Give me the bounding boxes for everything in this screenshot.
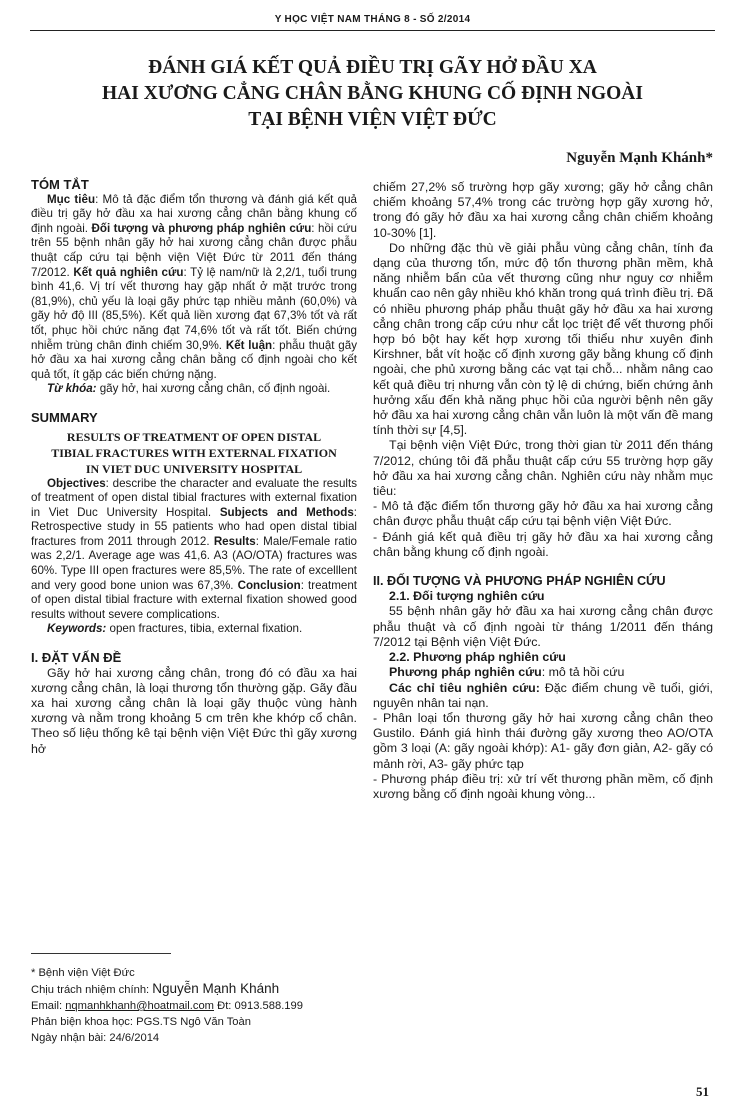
keywords-en-text: open fractures, tibia, external fixation. xyxy=(106,622,303,636)
subsection-2-1-title: 2.1. Đối tượng nghiên cứu xyxy=(389,589,545,604)
intro-paragraph-1: Gãy hở hai xương cẳng chân, trong đó có đầu xa hai xương cẳng chân, là loại thương tổn thường gặp. Gãy đầu xa hai xương cẳng chân là loại gãy thuộc vùng hành xương và nằm trong khoảng 5 cm trên khe khớp cổ chân. Theo số liệu thống kê tại bệnh viện Việt Đức thì gãy xương hở xyxy=(31,665,357,756)
keywords-en xyxy=(31,622,357,637)
summary-heading: SUMMARY xyxy=(31,409,98,425)
aim-1: - Mô tả đặc điểm tổn thương gãy hở đầu xa hai xương cẳng chân được phẫu thuật cấp cứu tại bệnh viện Việt Đức. xyxy=(373,499,713,529)
email-link[interactable]: nqmanhkhanh@hoatmail.com xyxy=(65,1000,215,1012)
english-title xyxy=(31,429,357,477)
header-rule xyxy=(30,30,715,31)
results-en-label: Results xyxy=(213,534,256,548)
right-column xyxy=(373,180,713,802)
author: Nguyễn Mạnh Khánh* xyxy=(566,150,713,166)
conclusion-label: Kết luận xyxy=(225,338,273,352)
responsible-label: Chịu trách nhiệm chính: xyxy=(31,984,153,996)
left-column xyxy=(31,178,357,757)
reviewer: Phản biện khoa học: PGS.TS Ngô Văn Toàn xyxy=(31,1016,251,1028)
subsection-2-2 xyxy=(373,650,713,665)
objective-label: Mục tiêu xyxy=(47,192,96,206)
methods-label: Đối tượng và phương pháp nghiên cứu xyxy=(91,221,312,235)
abstract-vi-text xyxy=(31,193,357,383)
subsection-2-2-title: 2.2. Phương pháp nghiên cứu xyxy=(389,650,566,665)
objectives-label: Objectives xyxy=(47,476,106,490)
abstract-vi-heading: TÓM TẮT xyxy=(31,177,89,192)
subjects-methods-label: Subjects and Methods xyxy=(219,505,354,519)
conclusion-en-label: Conclusion xyxy=(237,578,301,592)
criteria-text: Đặc điểm chung về tuổi, giới, nguyên nhân tai nạn. xyxy=(373,680,713,710)
conclusion-text: : phẫu thuật gãy hở đầu xa hai xương cẳng chân bằng cố định ngoài cho kết quả tốt, ít gặp các biến chứng nặng. xyxy=(31,338,357,381)
article-title xyxy=(60,55,685,133)
english-title-line-2: TIBIAL FRACTURES WITH EXTERNAL FIXATION xyxy=(51,445,337,460)
intro-paragraph-3: Tại bệnh viện Việt Đức, trong thời gian từ 2011 đến tháng 7/2012, chúng tôi đã phẫu thuật cấp cứu 55 trường hợp gãy hở đầu xa hai xương cẳng chân. Nghiên cứu này nhằm mục tiêu: xyxy=(373,438,713,499)
subsection-2-1 xyxy=(373,589,713,604)
subjects-text: 55 bệnh nhân gãy hở đầu xa hai xương cẳng chân được phẫu thuật và cố định ngoài từ tháng 1/2011 đến tháng 7/2012 tại Bệnh viện Việt Đức. xyxy=(373,604,713,649)
received-date: Ngày nhận bài: 24/6/2014 xyxy=(31,1032,160,1044)
methods-heading: II. ĐỐI TƯỢNG VÀ PHƯƠNG PHÁP NGHIÊN CỨU xyxy=(373,574,666,589)
phone: Đt: 0913.588.199 xyxy=(214,1000,303,1012)
treatment-text: - Phương pháp điều trị: xử trí vết thương phần mềm, cố định xương bằng cố định ngoài khung vòng... xyxy=(373,771,713,801)
design-text: : mô tả hồi cứu xyxy=(541,665,625,680)
footnote-rule xyxy=(31,953,171,954)
subjects-methods-text: : Retrospective study in 55 patients who had open distal tibial fractures from 2011 through 2012. xyxy=(31,505,357,548)
keywords-en-label: Keywords: xyxy=(47,622,107,636)
results-en-text: : Male/Female ratio was 2,2/1. Average age was 41,6. A3 (AO/OTA) fractures was 60%. Type III open fractures were 85,5%. The rate of excelllent and very good bone union was 67,3%. xyxy=(31,534,357,592)
keywords-vi xyxy=(31,382,357,397)
classification-text: - Phân loại tổn thương gãy hở hai xương cẳng chân theo Gustilo. Đánh giá hình thái đường gãy xương theo AO/OTA gồm 3 loại (A: gãy ngoài khớp): A1- gãy đơn giản, A2- gãy có mảnh rời, A3- gãy phức tạp xyxy=(373,710,713,771)
design-label: Phương pháp nghiên cứu xyxy=(389,665,542,680)
title-line-3: TẠI BỆNH VIỆN VIỆT ĐỨC xyxy=(248,109,497,130)
page-number: 51 xyxy=(696,1084,709,1099)
contact-line xyxy=(31,998,361,1014)
english-title-line-3: IN VIET DUC UNIVERSITY HOSPITAL xyxy=(85,461,303,476)
intro-paragraph-1-continued: chiếm 27,2% số trường hợp gãy xương; gãy hở cẳng chân chiếm khoảng 57,4% trong các trường hợp gãy xương hở, trong đó gãy hở đầu xa hai xương cẳng chân chiếm khoảng 10-30% [1]. xyxy=(373,180,713,240)
criteria-line xyxy=(373,681,713,711)
journal-header: Y HỌC VIỆT NAM THÁNG 8 - SỐ 2/2014 xyxy=(274,14,471,25)
conclusion-en-text: : treatment of open distal tibial fracture with external fixation showed good results without severe complications. xyxy=(31,578,357,621)
results-text: : Tỷ lệ nam/nữ là 2,2/1, tuổi trung bình 41,6. Vị trí vết thương hay gặp nhất ở mặt trước trong (81,9%), chủ yếu là loại gãy phức tạp nhiều mảnh (60,0%) và gãy hở độ III (85,5%). Kết quả liền xương đạt 67,3% tốt và rất tốt, phục hồi chức năng đạt 74,6% tốt và rất tốt. Biến chứng nhiễm trùng chân đinh chiếm 30,9%. xyxy=(31,265,357,352)
methods-text: : hồi cứu trên 55 bệnh nhân gãy hở hai xương cẳng chân được phẫu thuật cấp cứu tại bệnh viện Việt Đức từ 2011 đến tháng 7/2012. xyxy=(31,221,357,279)
title-line-2: HAI XƯƠNG CẲNG CHÂN BẰNG KHUNG CỐ ĐỊNH NGOÀI xyxy=(102,83,643,104)
footnotes xyxy=(31,965,361,1046)
keywords-vi-text: gãy hở, hai xương cẳng chân, cố định ngoài. xyxy=(96,382,331,396)
criteria-label: Các chỉ tiêu nghiên cứu: xyxy=(389,680,540,695)
objective-text: : Mô tả đặc điểm tổn thương và đánh giá kết quả điều trị gãy hở đầu xa hai xương cẳng chân bằng khung cố định ngoài. xyxy=(31,192,357,235)
title-line-1: ĐÁNH GIÁ KẾT QUẢ ĐIỀU TRỊ GÃY HỞ ĐẦU XA xyxy=(148,57,597,78)
aim-2: - Đánh giá kết quả điều trị gãy hở đầu xa hai xương cẳng chân bằng khung cố định ngoài. xyxy=(373,529,713,559)
objectives-text: : describe the character and evaluate the results of treatment of open distal tibial fractures with external fixation in Viet Duc University Hospital. xyxy=(31,476,357,519)
affiliation: * Bệnh viện Việt Đức xyxy=(31,967,135,979)
intro-heading: I. ĐẶT VẤN ĐỀ xyxy=(31,650,122,666)
results-label: Kết quả nghiên cứu xyxy=(73,265,184,279)
design-line xyxy=(373,665,713,680)
english-title-line-1: RESULTS OF TREATMENT OF OPEN DISTAL xyxy=(66,429,322,444)
responsible-author xyxy=(31,981,361,998)
intro-paragraph-2: Do những đặc thù về giải phẫu vùng cẳng chân, tính đa dạng của thương tổn, mức độ tổn thương phần mềm, khả năng nhiễm bẩn của vết thương cũng như nguy cơ nhiễm khuẩn cao nên gây nhiều khó khăn trong quá trình điều trị. Đã có nhiều phương pháp phẫu thuật gãy hở đầu xa hai xương cẳng chân trong cấp cứu như cắt lọc triệt để vết thương phối hợp bó bột hay kết hợp xương tối thiểu như xuyên đinh Kirshner, bắt vít hoặc cố định xương gãy bằng khung cố định ngoài, che phủ xương bằng các vạt tại chỗ... nhằm nâng cao kết quả điều trị nhưng vẫn còn tỷ lệ di chứng, biến chứng ảnh hưởng xấu đến khả năng phục hồi của người bệnh nên gãy hở đầu xa hai xương cẳng chân vẫn luôn là một vấn đề mang tính thời sự [4,5]. xyxy=(373,240,713,438)
email-label: Email: xyxy=(31,1000,66,1012)
responsible-name: Nguyễn Mạnh Khánh xyxy=(152,981,280,996)
abstract-en-text xyxy=(31,477,357,623)
keywords-vi-label: Từ khóa: xyxy=(47,382,97,396)
